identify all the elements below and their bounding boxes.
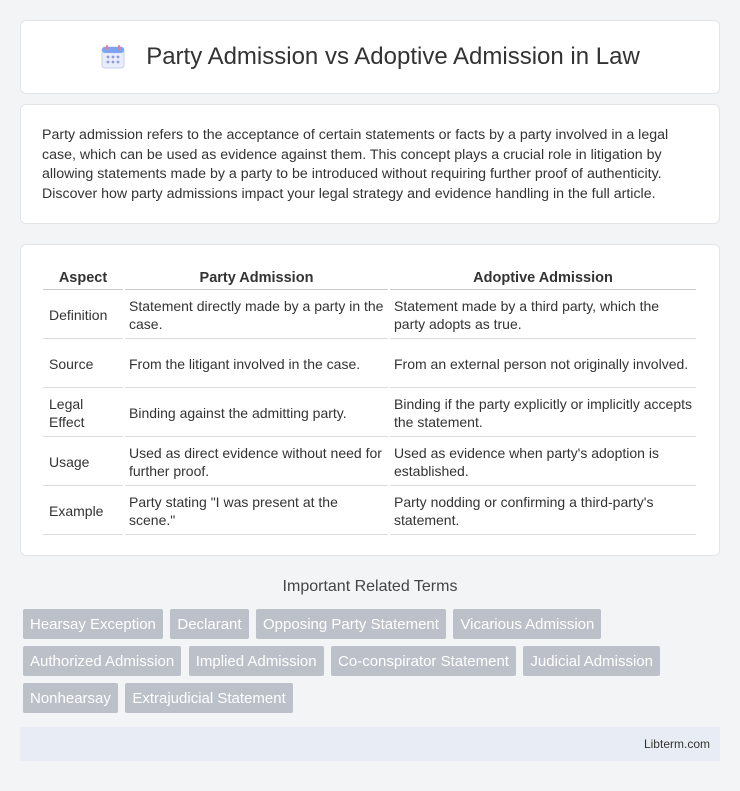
table-header-row <box>43 265 696 290</box>
table-row <box>43 290 696 339</box>
row-aspect: Source <box>43 339 123 388</box>
row-party-admission: Statement directly made by a party in the case. <box>125 290 388 339</box>
tag-vicarious-admission[interactable]: Vicarious Admission <box>453 609 601 639</box>
row-party-admission: Used as direct evidence without need for further proof. <box>125 437 388 486</box>
row-adoptive-admission: Used as evidence when party's adoption is established. <box>390 437 696 486</box>
comparison-table <box>41 265 698 535</box>
row-aspect: Usage <box>43 437 123 486</box>
table-row <box>43 437 696 486</box>
related-terms-list <box>23 609 723 720</box>
header-party-admission: Party Admission <box>125 265 388 290</box>
table-row <box>43 486 696 535</box>
tag-implied-admission[interactable]: Implied Admission <box>189 646 324 676</box>
row-adoptive-admission: Statement made by a third party, which the party adopts as true. <box>390 290 696 339</box>
row-aspect: Definition <box>43 290 123 339</box>
comparison-card <box>20 244 720 556</box>
footer <box>20 727 720 761</box>
tag-extrajudicial-statement[interactable]: Extrajudicial Statement <box>125 683 292 713</box>
header-aspect: Aspect <box>43 265 123 290</box>
intro-text: Party admission refers to the acceptance of certain statements or facts by a party involved in a legal case, which can be used as evidence against them. This concept plays a crucial role in litigation by allowing statements made by a party to be introduced without requiring further proof of authenticity. Discover how party admissions impact your legal strategy and evidence handling in the full article. <box>42 127 669 202</box>
row-party-admission: Binding against the admitting party. <box>125 388 388 437</box>
header-adoptive-admission: Adoptive Admission <box>390 265 696 290</box>
related-terms-title: Important Related Terms <box>282 578 458 595</box>
tag-judicial-admission[interactable]: Judicial Admission <box>523 646 660 676</box>
footer-site-link[interactable]: Libterm.com <box>643 737 710 751</box>
row-aspect: Legal Effect <box>43 388 123 437</box>
tag-hearsay-exception[interactable]: Hearsay Exception <box>23 609 163 639</box>
page-title: Party Admission vs Adoptive Admission in Law <box>146 43 640 70</box>
intro-card <box>20 104 720 224</box>
tag-authorized-admission[interactable]: Authorized Admission <box>23 646 181 676</box>
tag-co-conspirator-statement[interactable]: Co-conspirator Statement <box>331 646 516 676</box>
calendar-icon <box>100 44 126 70</box>
tag-declarant[interactable]: Declarant <box>170 609 248 639</box>
table-row <box>43 339 696 388</box>
row-party-admission: Party stating "I was present at the scene." <box>125 486 388 535</box>
row-aspect: Example <box>43 486 123 535</box>
row-adoptive-admission: Party nodding or confirming a third-party's statement. <box>390 486 696 535</box>
tag-nonhearsay[interactable]: Nonhearsay <box>23 683 118 713</box>
row-party-admission: From the litigant involved in the case. <box>125 339 388 388</box>
row-adoptive-admission: Binding if the party explicitly or implicitly accepts the statement. <box>390 388 696 437</box>
title-card <box>20 20 720 94</box>
row-adoptive-admission: From an external person not originally involved. <box>390 339 696 388</box>
table-row <box>43 388 696 437</box>
tag-opposing-party-statement[interactable]: Opposing Party Statement <box>256 609 446 639</box>
